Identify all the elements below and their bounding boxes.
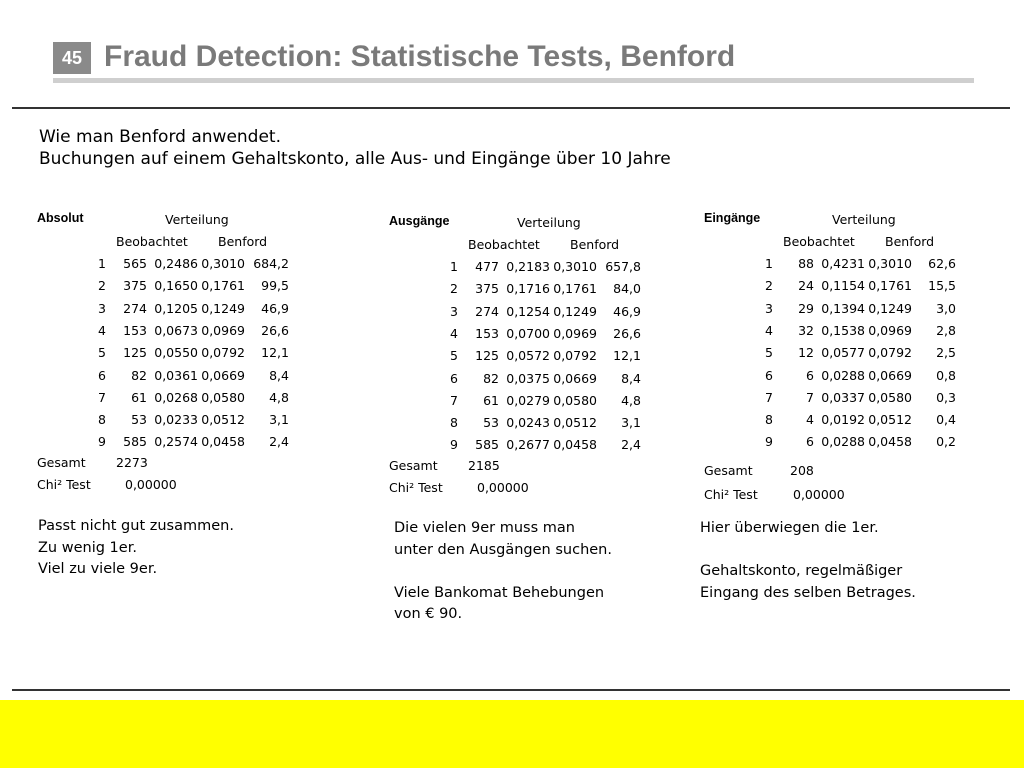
benford-cell: 0,0458 <box>553 437 597 453</box>
digit-cell: 4 <box>450 325 458 341</box>
digit-cell: 2 <box>98 278 106 294</box>
table-row <box>389 259 689 281</box>
comment-line <box>700 540 916 562</box>
comment-ausgaenge <box>394 518 612 626</box>
table-row <box>37 412 337 434</box>
table-row <box>704 368 1004 390</box>
benford-cell: 0,0969 <box>201 322 245 338</box>
benford-cell: 0,1761 <box>868 278 912 294</box>
chi-cell: 26,6 <box>613 325 641 341</box>
benford-cell: 0,0669 <box>201 367 245 383</box>
table-row <box>389 371 689 393</box>
digit-cell: 8 <box>450 415 458 431</box>
digit-cell: 3 <box>98 300 106 316</box>
total-label: Gesamt <box>704 463 753 478</box>
benford-cell: 0,0580 <box>553 392 597 408</box>
group-header: Verteilung <box>832 212 896 227</box>
benford-cell: 0,0969 <box>868 322 912 338</box>
chi-cell: 4,8 <box>621 392 641 408</box>
table-row <box>37 256 337 278</box>
chi-cell: 8,4 <box>269 367 289 383</box>
col-header-benford: Benford <box>885 234 935 249</box>
observed-cell: 0,0279 <box>506 392 550 408</box>
col-header-observed: Beobachtet <box>783 234 855 249</box>
comment-line: Eingang des selben Betrages. <box>700 584 916 601</box>
digit-cell: 3 <box>765 300 773 316</box>
table-row <box>389 326 689 348</box>
total-label: Gesamt <box>37 455 86 470</box>
observed-cell: 0,0361 <box>154 367 198 383</box>
comment-absolut <box>38 516 234 581</box>
benford-cell: 0,0512 <box>553 415 597 431</box>
observed-cell: 0,0288 <box>821 434 865 450</box>
chi-cell: 99,5 <box>261 278 289 294</box>
table-row <box>389 281 689 303</box>
col-header-benford: Benford <box>570 237 620 252</box>
benford-cell: 0,3010 <box>201 256 245 271</box>
observed-cell: 0,1254 <box>506 303 550 319</box>
count-cell: 4 <box>806 412 814 428</box>
count-cell: 88 <box>798 256 814 271</box>
chi-cell: 62,6 <box>928 256 956 271</box>
observed-cell: 0,0243 <box>506 415 550 431</box>
benford-cell: 0,1761 <box>553 281 597 297</box>
digit-cell: 5 <box>765 345 773 361</box>
digit-cell: 8 <box>765 412 773 428</box>
chi-cell: 3,1 <box>269 412 289 428</box>
count-cell: 153 <box>475 325 499 341</box>
comment-line: Viele Bankomat Behebungen <box>394 584 605 601</box>
observed-cell: 0,0673 <box>154 322 198 338</box>
digit-cell: 5 <box>450 348 458 364</box>
count-cell: 274 <box>475 303 499 319</box>
table-row <box>37 278 337 300</box>
chi-label: Chi² Test <box>704 487 758 502</box>
comment-line: Viel zu viele 9er. <box>38 561 158 577</box>
observed-cell: 0,2574 <box>154 434 198 450</box>
table-row <box>704 278 1004 300</box>
chi-cell: 0,2 <box>936 434 956 450</box>
total-value: 208 <box>790 463 814 478</box>
chi-cell: 0,8 <box>936 367 956 383</box>
observed-cell: 0,1716 <box>506 281 550 297</box>
comment-line: Hier überwiegen die 1er. <box>700 520 879 536</box>
count-cell: 53 <box>131 412 147 428</box>
chi-cell: 2,8 <box>936 322 956 338</box>
slide-title: Fraud Detection: Statistische Tests, Benford <box>104 40 736 73</box>
table-row <box>389 393 689 415</box>
benford-cell: 0,0792 <box>868 345 912 361</box>
digit-cell: 4 <box>98 322 106 338</box>
intro-line: Buchungen auf einem Gehaltskonto, alle Aus- und Eingänge über 10 Jahre <box>39 149 671 169</box>
benford-cell: 0,0669 <box>868 367 912 383</box>
benford-cell: 0,0512 <box>201 412 245 428</box>
digit-cell: 9 <box>765 434 773 450</box>
count-cell: 125 <box>123 345 147 361</box>
digit-cell: 2 <box>765 278 773 294</box>
table-row <box>704 412 1004 434</box>
comment-line: Die vielen 9er muss man <box>394 520 575 536</box>
count-cell: 24 <box>798 278 814 294</box>
observed-cell: 0,1205 <box>154 300 198 316</box>
chi-cell: 657,8 <box>605 259 641 274</box>
observed-cell: 0,0550 <box>154 345 198 361</box>
table-title: Eingänge <box>704 211 761 225</box>
group-header: Verteilung <box>165 212 229 227</box>
digit-cell: 5 <box>98 345 106 361</box>
table-row <box>704 345 1004 367</box>
digit-cell: 6 <box>765 367 773 383</box>
observed-cell: 0,2486 <box>154 256 198 271</box>
chi-label: Chi² Test <box>389 480 443 495</box>
count-cell: 274 <box>123 300 147 316</box>
table-row <box>37 434 337 456</box>
comment-line: von € 90. <box>394 606 463 622</box>
chi-cell: 3,1 <box>621 415 641 431</box>
observed-cell: 0,2183 <box>506 259 550 274</box>
count-cell: 6 <box>806 367 814 383</box>
chi-cell: 2,4 <box>621 437 641 453</box>
benford-cell: 0,0512 <box>868 412 912 428</box>
table-row <box>37 323 337 345</box>
observed-cell: 0,0700 <box>506 325 550 341</box>
intro-line: Wie man Benford anwendet. <box>39 127 281 147</box>
observed-cell: 0,1538 <box>821 322 865 338</box>
slide-number-badge: 45 <box>53 42 91 74</box>
table-row <box>37 345 337 367</box>
table-row <box>704 323 1004 345</box>
benford-cell: 0,0669 <box>553 370 597 386</box>
col-header-observed: Beobachtet <box>116 234 188 249</box>
table-row <box>389 415 689 437</box>
chi-cell: 2,5 <box>936 345 956 361</box>
count-cell: 82 <box>483 370 499 386</box>
total-label: Gesamt <box>389 458 438 473</box>
observed-cell: 0,0233 <box>154 412 198 428</box>
table-row <box>704 390 1004 412</box>
group-header: Verteilung <box>517 215 581 230</box>
count-cell: 585 <box>475 437 499 453</box>
benford-cell: 0,1249 <box>201 300 245 316</box>
digit-cell: 4 <box>765 322 773 338</box>
table-row <box>389 304 689 326</box>
benford-cell: 0,0458 <box>201 434 245 450</box>
count-cell: 12 <box>798 345 814 361</box>
table-row <box>37 301 337 323</box>
top-divider <box>12 107 1010 109</box>
col-header-benford: Benford <box>218 234 268 249</box>
digit-cell: 9 <box>450 437 458 453</box>
observed-cell: 0,0577 <box>821 345 865 361</box>
chi-cell: 8,4 <box>621 370 641 386</box>
table-title: Ausgänge <box>389 214 450 228</box>
count-cell: 375 <box>475 281 499 297</box>
count-cell: 153 <box>123 322 147 338</box>
chi-value: 0,00000 <box>793 487 845 502</box>
table-ausgaenge <box>389 214 689 514</box>
count-cell: 61 <box>483 392 499 408</box>
bottom-divider <box>12 689 1010 691</box>
benford-cell: 0,1249 <box>553 303 597 319</box>
table-title: Absolut <box>37 211 84 225</box>
chi-cell: 12,1 <box>261 345 289 361</box>
table-row <box>37 390 337 412</box>
chi-cell: 12,1 <box>613 348 641 364</box>
benford-cell: 0,1761 <box>201 278 245 294</box>
comment-line: Gehaltskonto, regelmäßiger <box>700 563 903 579</box>
chi-cell: 2,4 <box>269 434 289 450</box>
count-cell: 7 <box>806 389 814 405</box>
count-cell: 53 <box>483 415 499 431</box>
observed-cell: 0,0337 <box>821 389 865 405</box>
observed-cell: 0,1394 <box>821 300 865 316</box>
chi-value: 0,00000 <box>125 477 177 492</box>
digit-cell: 1 <box>765 256 773 271</box>
chi-cell: 0,3 <box>936 389 956 405</box>
chi-cell: 26,6 <box>261 322 289 338</box>
digit-cell: 1 <box>450 259 458 274</box>
benford-cell: 0,3010 <box>868 256 912 271</box>
count-cell: 61 <box>131 389 147 405</box>
chi-cell: 684,2 <box>253 256 289 271</box>
chi-cell: 84,0 <box>613 281 641 297</box>
benford-cell: 0,3010 <box>553 259 597 274</box>
col-header-observed: Beobachtet <box>468 237 540 252</box>
comment-line: Zu wenig 1er. <box>38 539 137 556</box>
benford-cell: 0,0792 <box>201 345 245 361</box>
digit-cell: 7 <box>450 392 458 408</box>
digit-cell: 6 <box>98 367 106 383</box>
comment-eingaenge <box>700 518 916 604</box>
benford-cell: 0,0792 <box>553 348 597 364</box>
count-cell: 125 <box>475 348 499 364</box>
table-row <box>37 368 337 390</box>
chi-cell: 46,9 <box>613 303 641 319</box>
observed-cell: 0,0375 <box>506 370 550 386</box>
observed-cell: 0,0572 <box>506 348 550 364</box>
table-row <box>704 434 1004 456</box>
intro-text <box>39 126 671 170</box>
digit-cell: 9 <box>98 434 106 450</box>
comment-line: unter den Ausgängen suchen. <box>394 541 612 558</box>
digit-cell: 1 <box>98 256 106 271</box>
chi-cell: 46,9 <box>261 300 289 316</box>
observed-cell: 0,0268 <box>154 389 198 405</box>
total-value: 2273 <box>116 455 148 470</box>
chi-cell: 4,8 <box>269 389 289 405</box>
benford-cell: 0,0458 <box>868 434 912 450</box>
digit-cell: 3 <box>450 303 458 319</box>
comment-line <box>394 561 612 583</box>
observed-cell: 0,1650 <box>154 278 198 294</box>
benford-cell: 0,1249 <box>868 300 912 316</box>
observed-cell: 0,1154 <box>821 278 865 294</box>
table-row <box>389 437 689 459</box>
digit-cell: 8 <box>98 412 106 428</box>
digit-cell: 6 <box>450 370 458 386</box>
observed-cell: 0,4231 <box>821 256 865 271</box>
table-row <box>704 256 1004 278</box>
count-cell: 29 <box>798 300 814 316</box>
count-cell: 477 <box>475 259 499 274</box>
title-underline <box>53 78 974 83</box>
footer-bar <box>0 700 1024 768</box>
table-eingaenge <box>704 211 1004 511</box>
observed-cell: 0,0192 <box>821 412 865 428</box>
count-cell: 6 <box>806 434 814 450</box>
chi-cell: 3,0 <box>936 300 956 316</box>
digit-cell: 7 <box>98 389 106 405</box>
table-row <box>704 301 1004 323</box>
observed-cell: 0,0288 <box>821 367 865 383</box>
table-row <box>389 348 689 370</box>
count-cell: 32 <box>798 322 814 338</box>
benford-cell: 0,0580 <box>868 389 912 405</box>
total-value: 2185 <box>468 458 500 473</box>
benford-cell: 0,0580 <box>201 389 245 405</box>
table-absolut <box>37 211 337 511</box>
benford-cell: 0,0969 <box>553 325 597 341</box>
chi-value: 0,00000 <box>477 480 529 495</box>
count-cell: 565 <box>123 256 147 271</box>
count-cell: 82 <box>131 367 147 383</box>
count-cell: 375 <box>123 278 147 294</box>
digit-cell: 2 <box>450 281 458 297</box>
chi-cell: 0,4 <box>936 412 956 428</box>
observed-cell: 0,2677 <box>506 437 550 453</box>
chi-label: Chi² Test <box>37 477 91 492</box>
count-cell: 585 <box>123 434 147 450</box>
chi-cell: 15,5 <box>928 278 956 294</box>
comment-line: Passt nicht gut zusammen. <box>38 518 234 534</box>
digit-cell: 7 <box>765 389 773 405</box>
